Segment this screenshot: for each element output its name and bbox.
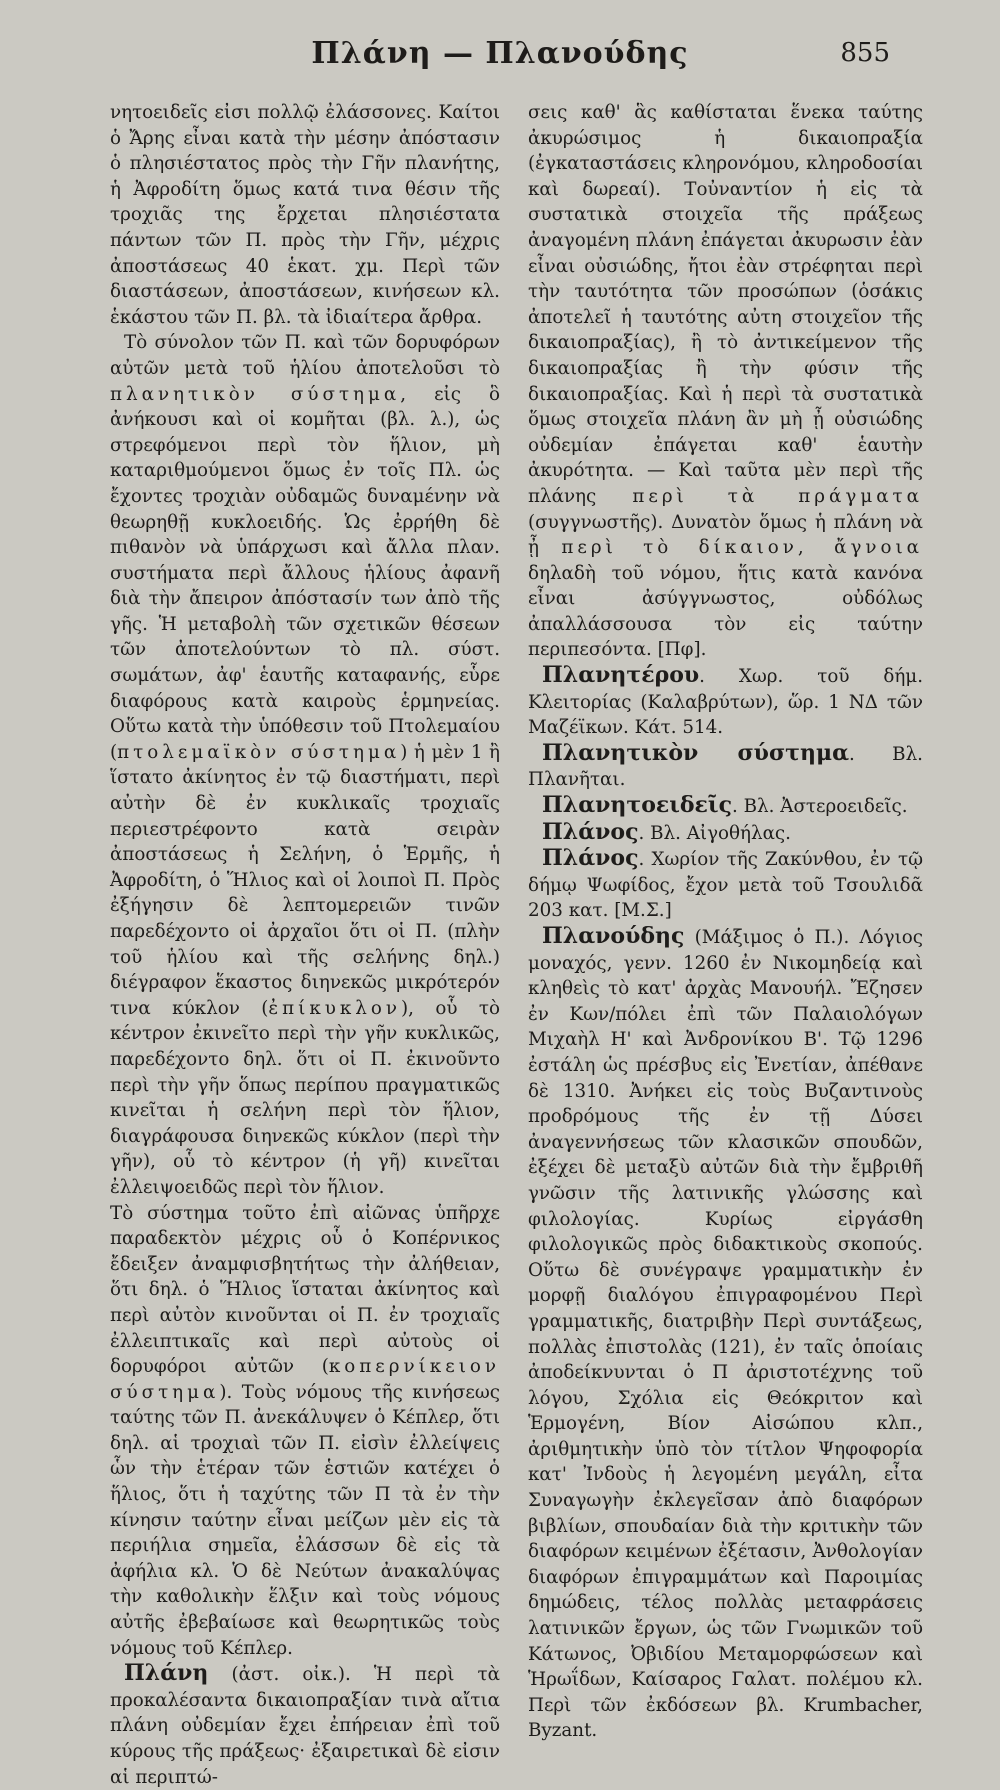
page-header-title: Πλάνη — Πλανούδης — [311, 36, 689, 71]
entry — [528, 820, 923, 847]
paragraph — [110, 330, 500, 1200]
entry-headword: Πλανητικὸν σύστημα — [542, 739, 849, 766]
entry-headword: Πλάνη — [124, 1660, 209, 1687]
text-run: Τὸ σύστημα τοῦτο ἐπὶ αἰῶνας ὑπῆρχε παραδεκτὸν μέχρις οὗ ὁ Κοπέρνικος ἔδειξεν ἀναμφισβητήτως τὴν ἀλήθειαν, ὅτι δηλ. ὁ Ἥλιος ἵσταται ἀκίνητος καὶ περὶ αὐτὸν κινοῦνται οἱ Π. ἐν τροχιαῖς ἐλλειπτικαῖς καὶ περὶ αὐτοὺς οἱ δορυφόροι αὐτῶν ( — [110, 1202, 500, 1378]
entry — [528, 663, 923, 741]
entry-text: . Βλ. Αἰγοθήλας. — [638, 822, 791, 844]
spaced-term: πτολεμαϊκὸν σύστημα — [117, 741, 401, 763]
spaced-term: ἐπίκυκλον — [268, 997, 402, 1019]
text-run: δηλαδὴ τοῦ νόμου, ἥτις κατὰ κανόνα εἶναι ἀσύγγνωστος, οὐδόλως ἀπαλλάσσουσα τὸν εἰς ταύτην περιπεσόντα. [Πφ]. — [528, 562, 923, 661]
right-column — [528, 100, 923, 1744]
text-run: (συγγνωστῆς). Δυνατὸν ὅμως ἡ πλάνη νὰ ᾖ — [528, 511, 923, 559]
spaced-term: κοπερνίκειον σύστημα — [110, 1356, 500, 1403]
entry-headword: Πλανητοειδεῖς — [542, 792, 732, 819]
entry — [528, 846, 923, 924]
entry-headword: Πλανούδης — [542, 923, 685, 949]
entry-text: . Βλ. Πλανῆται. — [528, 743, 923, 791]
entry-text: . Βλ. Ἀστεροειδεῖς. — [731, 796, 908, 818]
text-run: σεις καθ' ἃς καθίσταται ἕνεκα ταύτης ἀκυρώσιμος ἡ δικαιοπραξία (ἐγκαταστάσεις κληρονόμου, κληροδοσίαι καὶ δωρεαί). Τοὐναντίον ἡ εἰς τὰ συστατικὰ στοιχεῖα τῆς πράξεως ἀναγομένη πλάνη ἐπάγεται ἀκυρωσιν ἐὰν εἶναι οὐσιώδης, ἤτοι ἐὰν στρέφηται περὶ τὴν ταυτότητα τῶν προσώπων (ὁσάκις ἀποτελεῖ ἡ ταυτότης αὐτη στοιχεῖον τῆς δικαιοπραξίας), ἢ τὸ ἀντικείμενον τῆς δικαιοπραξίας ἢ τὴν φύσιν τῆς δικαιοπραξίας. Καὶ ἡ περὶ τὰ συστατικὰ ὅμως στοιχεῖα πλάνη ἂν μὴ ᾖ οὐσιώδης οὐδεμίαν ἐπάγεται καθ' ἑαυτὴν ἀκυρότητα. — Καὶ ταῦτα μὲν περὶ τῆς πλάνης — [528, 102, 923, 507]
spaced-term: περὶ τὰ πράγματα — [632, 485, 924, 507]
paragraph — [528, 100, 923, 663]
entry-text: . Χωρίον τῆς Ζακύνθου, ἐν τῷ δήμῳ Ψωφίδος, ἔχον μετὰ τοῦ Τσουλιδᾶ 203 κατ. [Μ.Σ.] — [528, 849, 923, 922]
entry-headword: Πλανητέρου — [542, 662, 700, 689]
entry-text: (ἀστ. οἰκ.). Ἡ περὶ τὰ προκαλέσαντα δικαιοπραξίαν τινὰ αἴτια πλάνη οὐδεμίαν ἔχει ἐπήρειαν ἐπὶ τοῦ κύρους τῆς πράξεως· ἐξαιρετικαὶ δὲ εἰσιν αἱ περιπτώ- — [110, 1664, 500, 1788]
entry-text: (Μάξιμος ὁ Π.). Λόγιος μοναχός, γενν. 1260 ἐν Νικομηδείᾳ καὶ κληθεὶς τὸ κατ' ἀρχὰς Μανουήλ. Ἔζησεν ἐν Κων/πόλει ἐπὶ τῶν Παλαιολόγων Μιχαὴλ Η' καὶ Ἀνδρονίκου Β'. Τῷ 1296 ἐστάλη ὡς πρέσβυς εἰς Ἐνετίαν, ἀπέθανε δὲ 1310. Ἀνήκει εἰς τοὺς Βυζαντινοὺς προδρόμους τῆς ἐν τῇ Δύσει ἀναγεννήσεως τῶν κλασικῶν σπουδῶν, ἐξέχει δὲ μεταξὺ αὐτῶν διὰ τὴν ἔμβριθῆ γνῶσιν τῆς λατινικῆς γλώσσης καὶ φιλολογίας. Κυρίως εἰργάσθη φιλολογικῶς πρὸς διδακτικοὺς σκοπούς. Οὕτω δὲ συνέγραψε γραμματικὴν ἐν μορφῇ διαλόγου ἐπιγραφομένου Περὶ γραμματικῆς, διατριβὴν Περὶ συντάξεως, πολλὰς ἐπιστολὰς (121), ἐν ταῖς ὁποίαις ἀποδείκνυνται ὁ Π ἀριστοτέχνης τοῦ λόγου, Σχόλια εἰς Θεόκριτον καὶ Ἑρμογένη, Βίον Αἰσώπου κλπ., ἀριθμητικὴν ὑπὸ τὸν τίτλον Ψηφοφορία κατ' Ἰνδοὺς ἡ λεγομένη μεγάλη, εἶτα Συναγωγὴν ἐκλεγεῖσαν ἀπὸ διαφόρων βιβλίων, σπουδαίαν διὰ τὴν κριτικὴν τῶν διαφόρων κειμένων ἐξέτασιν, Ἀνθολογίαν διαφόρων ἐπιγραμμάτων καὶ Παροιμίας δημώδεις, τέλος πολλὰς μεταφράσεις λατινικῶν ἔργων, ὡς τῶν Γνωμικῶν τοῦ Κάτωνος, Ὀβιδίου Μεταμορφώσεων καὶ Ἡρωΐδων, Καίσαρος Γαλατ. πολέμου κλ. Περὶ τῶν ἐκδόσεων βλ. Krumbacher, Byzant. — [528, 927, 923, 1742]
entry-text: . Χωρ. τοῦ δήμ. Κλειτορίας (Καλαβρύτων), ὥρ. 1 ΝΔ τῶν Μαζέϊκων. Κάτ. 514. — [528, 666, 923, 739]
entry-headword: Πλάνος — [542, 845, 639, 872]
entry — [528, 793, 923, 820]
text-run: , εἰς ὃ ἀνήκουσι καὶ οἱ κομῆται (βλ. λ.), ὡς στρεφόμενοι περὶ τὸν ἥλιον, μὴ καταριθμούμενοι ὅμως ἐν τοῖς Πλ. ὡς ἔχοντες τροχιὰν οὐδαμῶς δυναμένην νὰ θεωρηθῇ κυκλοειδής. Ὡς ἐρρήθη δὲ πιθανὸν νὰ ὑπάρχωσι καὶ ἄλλα πλαν. συστήματα περὶ ἄλλους ἡλίους ἀφανῆ διὰ τὴν ἄπειρον ἀπόστασίν των ἀπὸ τῆς γῆς. Ἡ μεταβολὴ τῶν σχετικῶν θέσεων τῶν ἀποτελούντων τὸ πλ. σύστ. σωμάτων, ἀφ' ἑαυτῆς καταφανής, εὗρε διαφόρους κατὰ καιροὺς ἑρμηνείας. Οὕτω κατὰ τὴν ὑπόθεσιν τοῦ Πτολεμαίου ( — [110, 383, 500, 763]
entry-planoudis — [528, 924, 923, 1744]
paragraph: νητοειδεῖς εἰσι πολλῷ ἐλάσσονες. Καίτοι ὁ Ἄρης εἶναι κατὰ τὴν μέσην ἀπόστασιν ὁ πλησιέστατος πρὸς τὴν Γῆν πλανήτης, ἡ Ἀφροδίτη ὅμως κατά τινα θέσιν τῆς τροχιᾶς της ἔρχεται πλησιέστατα πάντων τῶν Π. πρὸς τὴν Γῆν, μέχρις ἀποστάσεως 40 ἑκατ. χμ. Περὶ τῶν διαστάσεων, ἀποστάσεων, κινήσεων κλ. ἑκάστου τῶν Π. βλ. τὰ ἰδιαίτερα ἄρθρα. — [110, 102, 500, 328]
entry-plani — [110, 1661, 500, 1790]
text-run: ), οὗ τὸ κέντρον ἐκινεῖτο περὶ τὴν γῆν κυκλικῶς, παρεδέχοντο δηλ. ὅτι οἱ Π. ἐκινοῦντο περὶ τὴν γῆν ὅπως περίπου πραγματικῶς κινεῖται ἡ σελήνη περὶ τὸν ἥλιον, διαγράφουσα διηνεκῶς κύκλον (περὶ τὴν γῆν), οὗ τὸ κέντρον (ἡ γῆ) κινεῖται ἐλλειψοειδῶς περὶ τὸν ἥλιον. — [110, 997, 500, 1198]
text-run: ) ἡ μὲν 1 ἢ ἵστατο ἀκίνητος ἐν τῷ διαστήματι, περὶ αὐτὴν δὲ ἐν κυκλικαῖς τροχιαῖς περιεστρέφοντο κατὰ σειρὰν ἀποστάσεως ἡ Σελήνη, ὁ Ἑρμῆς, ἡ Ἀφροδίτη, ὁ Ἥλιος καὶ οἱ λοιποὶ Π. Πρὸς ἐξήγησιν δὲ λεπτομερειῶν τινῶν παρεδέχοντο οἱ ἀρχαῖοι ὅτι οἱ Π. (πλὴν τοῦ ἡλίου καὶ τῆς σελήνης δηλ.) διέγραφον ἕκαστος διηνεκῶς μικρότερόν τινα κύκλον ( — [110, 741, 500, 1019]
spaced-term: πλανητικὸν σύστημα — [110, 383, 401, 405]
text-run: Τὸ σύνολον τῶν Π. καὶ τῶν δορυφόρων αὐτῶν μετὰ τοῦ ἡλίου ἀποτελοῦσι τὸ — [110, 332, 500, 379]
text-run: ). Τοὺς νόμους τῆς κινήσεως ταύτης τῶν Π. ἀνεκάλυψεν ὁ Κέπλερ, ὅτι δηλ. αἱ τροχιαὶ τῶν Π. εἰσὶν ἐλλείψεις ὧν τὴν ἑτέραν τῶν ἑστιῶν κατέχει ὁ ἥλιος, ὅτι ἡ ταχύτης τῶν Π τὰ ἐν τὴν κίνησιν ταύτην εἶναι μείζων μὲν εἰς τὰ περιήλια σημεῖα, ἐλάσσων δὲ εἰς τὰ ἀφήλια κλ. Ὁ δὲ Νεύτων ἀνακαλύψας τὴν καθολικὴν ἕλξιν καὶ τοὺς νόμους αὐτῆς ἐβεβαίωσε καὶ θεωρητικῶς τοὺς νόμους τοῦ Κέπλερ. — [110, 1381, 500, 1659]
spaced-term: περὶ τὸ δίκαιον, ἄγνοια — [561, 537, 924, 559]
left-column — [110, 100, 500, 1790]
entry-headword: Πλάνος — [542, 818, 639, 845]
page-number: 855 — [840, 38, 890, 68]
entry — [528, 741, 923, 793]
paragraph — [110, 1201, 500, 1662]
